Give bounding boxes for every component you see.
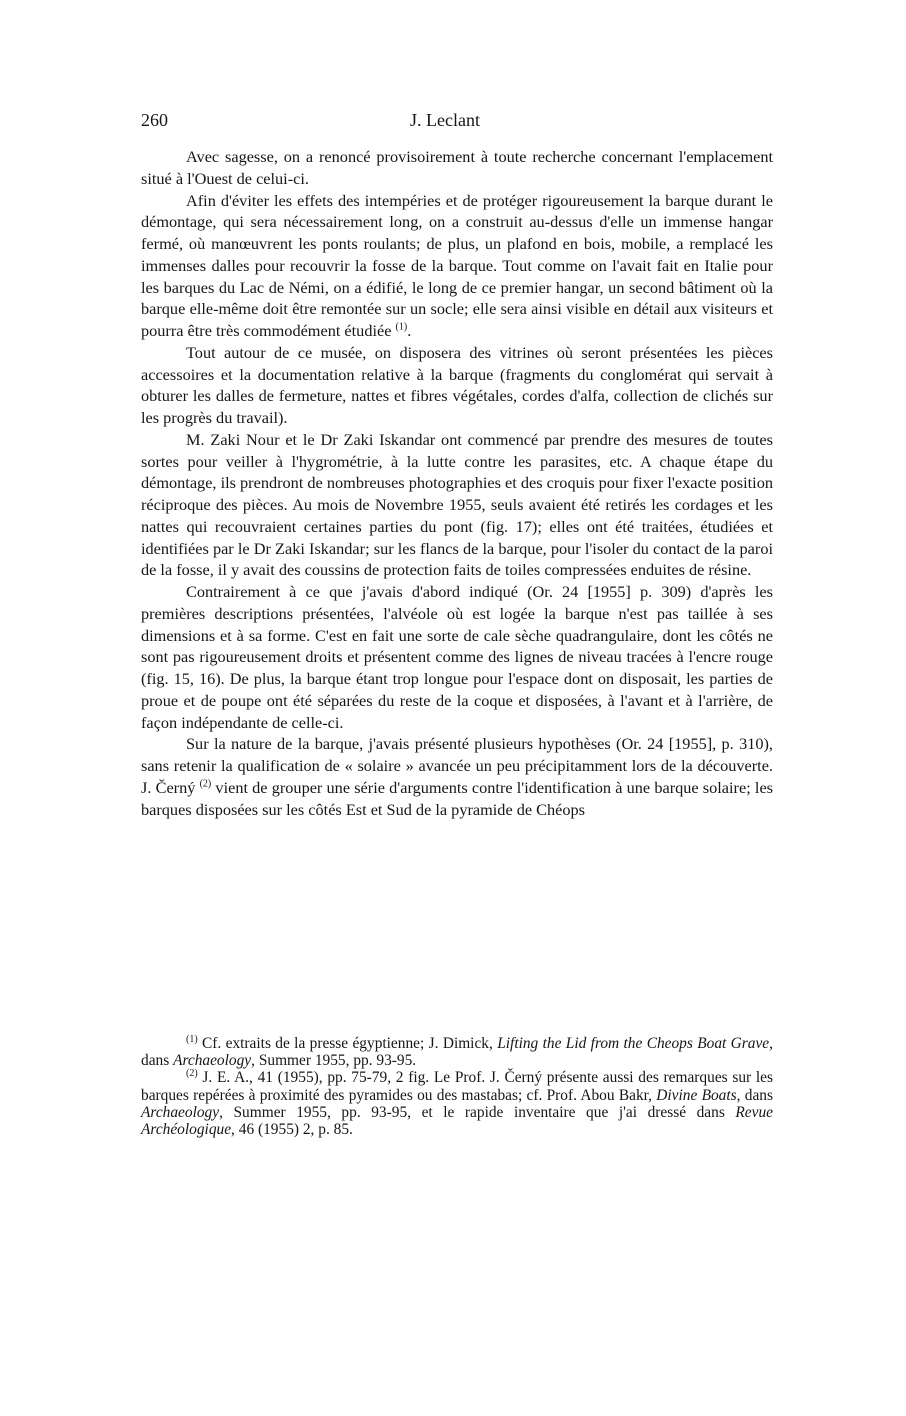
paragraph-text: vient de grouper une série d'arguments contre l'identification à une barque solaire; les barques disposées sur les côtés Est et Sud de la pyramide de Chéops — [141, 777, 774, 819]
paragraph-text: . — [407, 321, 412, 340]
body-text — [141, 146, 773, 820]
footnote-text: Cf. extraits de la presse égyptienne; J. Dimick, — [197, 1035, 498, 1052]
footnote-text: J. E. A., 41 (1955), pp. 75-79, 2 fig. Le Prof. J. Černý présente aussi des remarques sur les barques repérées à proximité des pyramides ou des mastabas; cf. Prof. Abou Bakr, — [141, 1069, 773, 1104]
footnote-text: , Summer 1955, pp. 93-95, et le rapide inventaire que j'ai dressé dans — [219, 1103, 736, 1121]
paragraph-text: Contrairement à ce que j'avais d'abord indiqué (Or. 24 [1955] p. 309) d'après les premières descriptions présentées, l'alvéole où est logée la barque n'est pas taillée à ses dimensions et à sa forme. C'est en fait une sorte de cale sèche quadrangulaire, dont les côtés ne sont pas rigoureusement droits et présentent comme des lignes de niveau tracées à l'encre rouge (fig. 15, 16). De plus, la barque étant trop longue pour l'espace dont on disposait, les parties de proue et de poupe ont été séparées du reste de la coque et disposées, à l'avant et à l'arrière, de façon indépendante de celle-ci. — [141, 582, 773, 732]
footnote-text: , dans — [141, 1035, 773, 1070]
footnote-text: , dans — [736, 1086, 773, 1104]
footnote-marker: (1) — [186, 1033, 198, 1045]
paragraph-text: Sur la nature de la barque, j'avais présenté plusieurs hypothèses (Or. 24 [1955], p. 310), sans retenir la qualification de « solaire » avancée un peu précipitamment lors de la découverte. J. Černý — [141, 734, 773, 797]
footnotes — [141, 1035, 773, 1138]
footnote-title: Divine Boats — [656, 1086, 737, 1104]
paragraph — [141, 342, 773, 429]
paragraph — [141, 146, 773, 190]
footnote — [141, 1069, 773, 1138]
footnote-journal: Revue Archéologique — [141, 1103, 773, 1139]
footnote — [141, 1035, 773, 1069]
footnote-text: , Summer 1955, pp. 93-95. — [251, 1052, 417, 1070]
paragraph-text: Avec sagesse, on a renoncé provisoirement à toute recherche concernant l'emplacement situé à l'Ouest de celui-ci. — [141, 147, 773, 188]
paragraph-text: M. Zaki Nour et le Dr Zaki Iskandar ont commencé par prendre des mesures de toutes sortes pour veiller à l'hygrométrie, à la lutte contre les parasites, etc. A chaque étape du démontage, ils prendront de nombreuses photographies et des croquis pour fixer l'exacte position réciproque des pièces. Au mois de Novembre 1955, seuls avaient été retirés les cordages et les nattes qui recouvraient certaines parties du pont (fig. 17); elles ont été traitées, étudiées et identifiées par le Dr Zaki Iskandar; sur les flancs de la barque, pour l'isoler du contact de la paroi de la fosse, il y avait des coussins de protection faits de toiles compressées enduites de résine. — [141, 429, 773, 580]
footnote-marker: (2) — [186, 1068, 198, 1080]
paragraph — [141, 429, 773, 581]
footnote-title: Lifting the Lid from the Cheops Boat Grave — [497, 1035, 770, 1052]
page-header — [141, 110, 773, 140]
paragraph — [141, 733, 773, 820]
footnote-reference: (1) — [395, 321, 408, 333]
paragraph — [141, 581, 773, 733]
footnote-journal: Archaeology — [173, 1052, 252, 1070]
paragraph — [141, 190, 773, 342]
footnote-reference: (2) — [199, 778, 212, 790]
paragraph-text: Tout autour de ce musée, on disposera des vitrines où seront présentées les pièces accessoires et la documentation relative à la barque (fragments du conglomérat qui servait à obturer les dalles de fermeture, nattes et fibres végétales, cordes d'alfa, collection de clichés sur les progrès du travail). — [141, 342, 773, 427]
paragraph-text: Afin d'éviter les effets des intempéries et de protéger rigoureusement la barque durant le démontage, qui sera nécessairement long, on a construit au-dessus d'elle un immense hangar fermé, où manœuvrent les ponts roulants; de plus, un plafond en bois, mobile, a remplacé les immenses dalles pour recouvrir la fosse de la barque. Tout comme on l'avait fait en Italie pour les barques du Lac de Némi, on a édifié, le long de ce premier hangar, un second bâtiment où la barque elle-même doit être remontée sur un socle; elle sera ainsi visible en détail aux visiteurs et pourra être très commodément étudiée — [141, 190, 773, 340]
page-number: 260 — [141, 110, 168, 130]
running-head: J. Leclant — [410, 110, 480, 130]
footnote-journal: Archaeology — [141, 1103, 220, 1121]
footnote-text: , 46 (1955) 2, p. 85. — [231, 1121, 353, 1139]
